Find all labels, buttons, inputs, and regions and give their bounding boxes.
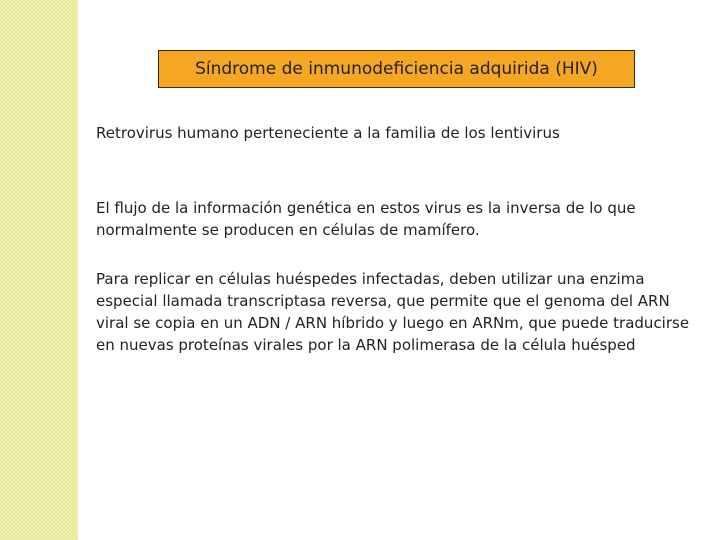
paragraph-genetic-flow: El flujo de la información genética en estos virus es la inversa de lo que normalmente se producen en células de mamífero. <box>96 199 636 239</box>
slide-title <box>158 50 635 88</box>
paragraph-retrovirus: Retrovirus humano perteneciente a la familia de los lentivirus <box>96 124 560 142</box>
slide-title-text: Síndrome de inmunodeficiencia adquirida (HIV) <box>195 59 598 79</box>
paragraph-replication: Para replicar en células huéspedes infectadas, deben utilizar una enzima especial llamada transcriptasa reversa, que permite que el genoma del ARN viral se copia en un ADN / ARN híbrido y luego en ARNm, que puede traducirse en nuevas proteínas virales por la ARN polimerasa de la célula huésped <box>96 270 690 354</box>
decorative-side-strip <box>0 0 78 540</box>
